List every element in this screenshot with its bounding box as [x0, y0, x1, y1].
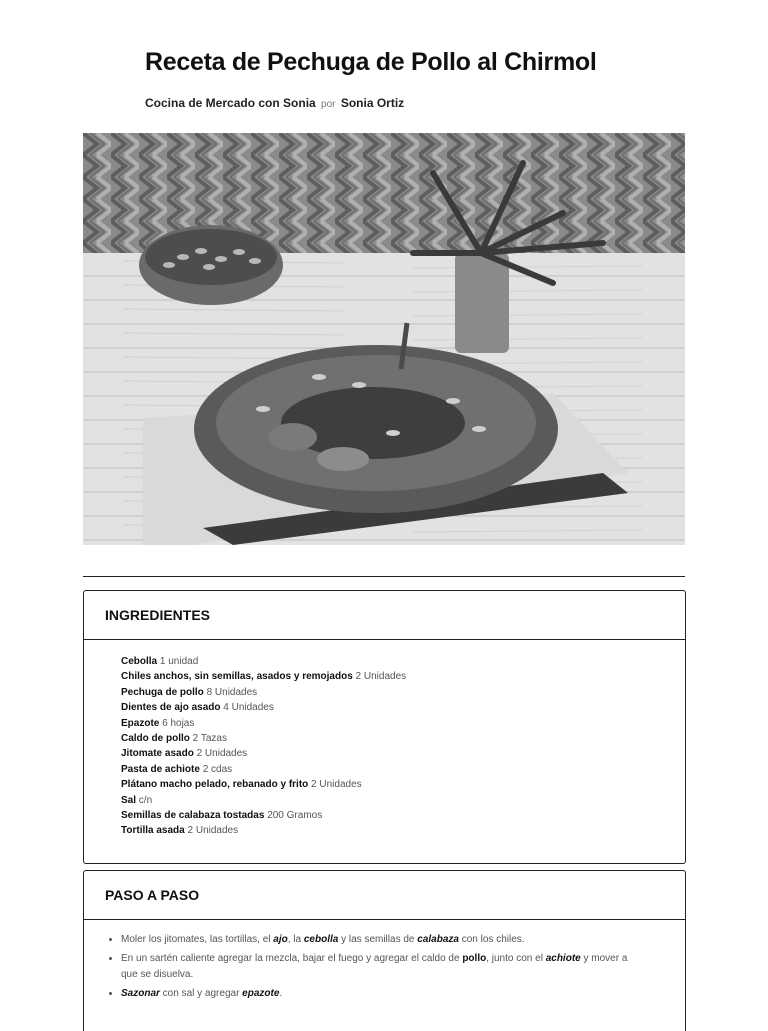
- ingredients-heading: INGREDIENTES: [84, 591, 685, 640]
- ingredients-card: [83, 590, 686, 864]
- byline-por: por: [321, 99, 336, 110]
- step-item: • En un sartén caliente agregar la mezcla, bajar el fuego y agregar el caldo de pollo, junto con el achiote y mover a que se disuelva.: [121, 951, 645, 982]
- ingredient-item: Caldo de pollo 2 Tazas: [121, 733, 227, 745]
- source-link[interactable]: Cocina de Mercado con Sonia: [145, 96, 316, 110]
- steps-list: [84, 920, 685, 1002]
- section-divider: [83, 576, 685, 577]
- ingredient-item: Epazote 6 hojas: [121, 717, 195, 729]
- ingredient-item: Pechuga de pollo 8 Unidades: [121, 686, 258, 698]
- ingredient-item: Chiles anchos, sin semillas, asados y remojados 2 Unidades: [121, 671, 407, 683]
- ingredient-item: Semillas de calabaza tostadas 200 Gramos: [121, 810, 323, 822]
- recipe-photo: [83, 133, 685, 545]
- steps-heading: PASO A PASO: [84, 871, 685, 920]
- ingredient-item: Cebolla 1 unidad: [121, 656, 199, 667]
- ingredient-item: Plátano macho pelado, rebanado y frito 2 Unidades: [121, 779, 362, 791]
- byline: [145, 96, 404, 110]
- steps-card: [83, 870, 686, 1031]
- ingredients-list: [84, 640, 685, 839]
- step-item: • Moler los jitomates, las tortillas, el ajo, la cebolla y las semillas de calabaza con los chiles.: [121, 932, 645, 947]
- recipe-title: Receta de Pechuga de Pollo al Chirmol: [145, 48, 597, 76]
- ingredient-item: Tortilla asada 2 Unidades: [121, 825, 239, 837]
- ingredient-item: Sal c/n: [121, 794, 153, 806]
- ingredient-item: Dientes de ajo asado 4 Unidades: [121, 702, 274, 714]
- step-item: • Sazonar con sal y agregar epazote.: [121, 986, 645, 1001]
- ingredient-item: Pasta de achiote 2 cdas: [121, 763, 233, 775]
- ingredient-item: Jitomate asado 2 Unidades: [121, 748, 248, 760]
- author-link[interactable]: Sonia Ortiz: [340, 96, 405, 110]
